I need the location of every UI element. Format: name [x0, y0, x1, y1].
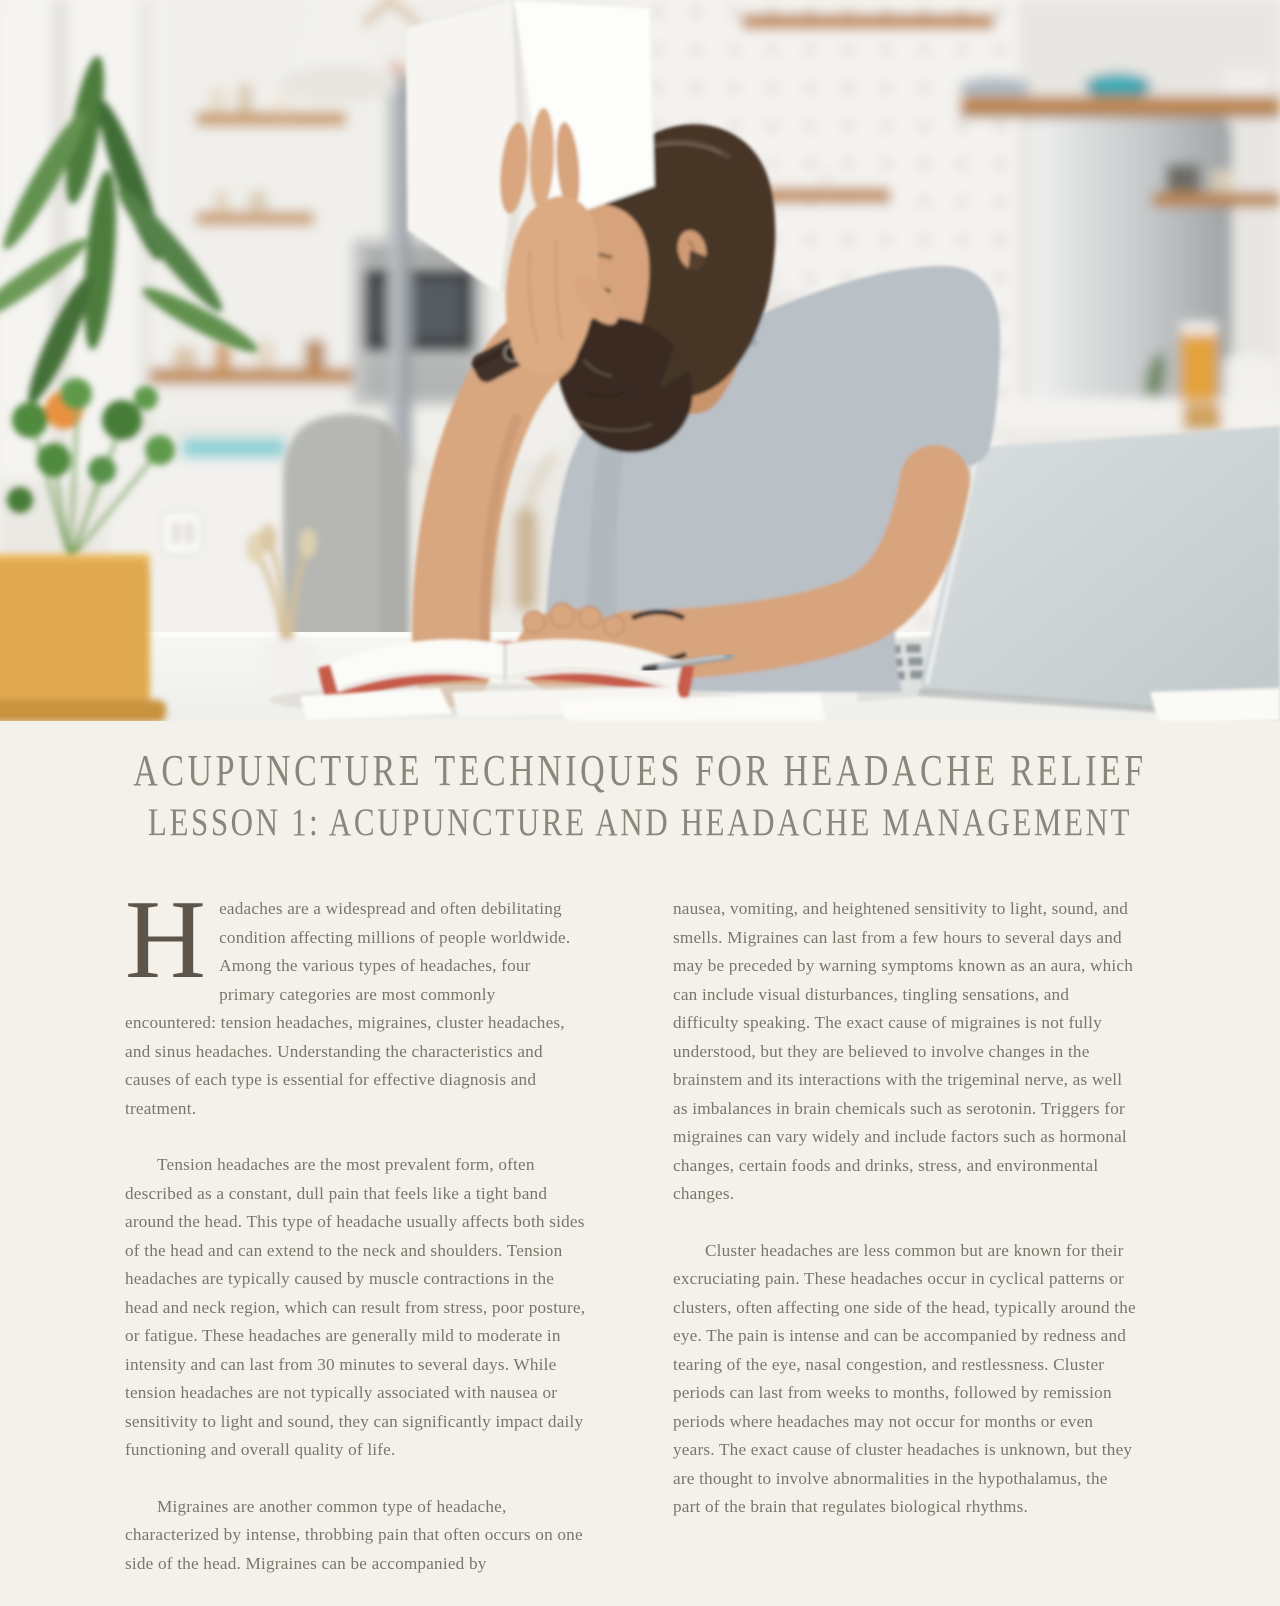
article-body [0, 839, 1280, 1606]
amber-jar [1183, 404, 1221, 434]
paragraph-migraines-start: Migraines are another common type of headache, characterized by intense, throbbing pain that often occurs on one side of the head. Migraines can be accompanied by [125, 1496, 583, 1573]
paragraph-tension: Tension headaches are the most prevalent form, often described as a constant, dull pain that feels like a tight band around the head. This type of headache usually affects both sides of the head and can extend to the neck and shoulders. Tension headaches are typically caused by muscle contractions in the head and neck region, which can result from stress, poor posture, or fatigue. These headaches are generally mild to moderate in intensity and can last from 30 minutes to several days. While tension headaches are not typically associated with nausea or sensitivity to light and sound, they can significantly impact daily functioning and overall quality of life. [125, 1155, 586, 1459]
counter-teal-strip [182, 438, 286, 458]
paragraph-text: eadaches are a widespread and often debilitating condition affecting millions of people worldwide. Among the various types of headaches, four primary categories are most commonly encountered: tension headaches, migraines, cluster headaches, and sinus headaches. Understanding the characteristics and causes of each type is essential for effective diagnosis and treatment. [125, 899, 571, 1118]
hero-photo [0, 0, 1280, 721]
right-column [673, 895, 1137, 1606]
left-column [125, 878, 589, 1606]
chair [283, 414, 410, 645]
juice-glass [1180, 322, 1218, 402]
gray-plate [959, 77, 1031, 99]
page-subtitle: LESSON 1: ACUPUNCTURE AND HEADACHE MANAGEMENT [147, 799, 1133, 844]
lesson-header [0, 747, 1280, 844]
mug [1224, 356, 1276, 404]
light-switch [163, 512, 201, 554]
plant-pot [0, 554, 166, 721]
drop-cap: H [125, 878, 207, 1002]
paragraph-migraines-continued: nausea, vomiting, and heightened sensitivity to light, sound, and smells. Migraines can last from a few hours to several days and may be preceded by warning symptoms known as an aura, which can include visual disturbances, tingling sensations, and difficulty speaking. The exact cause of migraines is not fully understood, but they are believed to involve changes in the brainstem and its interactions with the trigeminal nerve, as well as imbalances in brain chemicals such as serotonin. Triggers for migraines can vary widely and include factors such as hormonal changes, certain foods and drinks, stress, and environmental changes. [673, 899, 1133, 1203]
paragraph-cluster: Cluster headaches are less common but are known for their excruciating pain. These headaches occur in cyclical patterns or clusters, often affecting one side of the head, typically around the eye. The pain is intense and can be accompanied by redness and tearing of the eye, nasal congestion, and restlessness. Cluster periods can last from weeks to months, followed by remission periods where headaches may not occur for months or even years. The exact cause of cluster headaches is unknown, but they are thought to involve abnormalities in the hypothalamus, the part of the brain that regulates biological rhythms. [673, 1240, 1136, 1516]
paragraph-intro [125, 878, 589, 1123]
page-title: ACUPUNCTURE TECHNIQUES FOR HEADACHE RELIEF [133, 747, 1147, 796]
